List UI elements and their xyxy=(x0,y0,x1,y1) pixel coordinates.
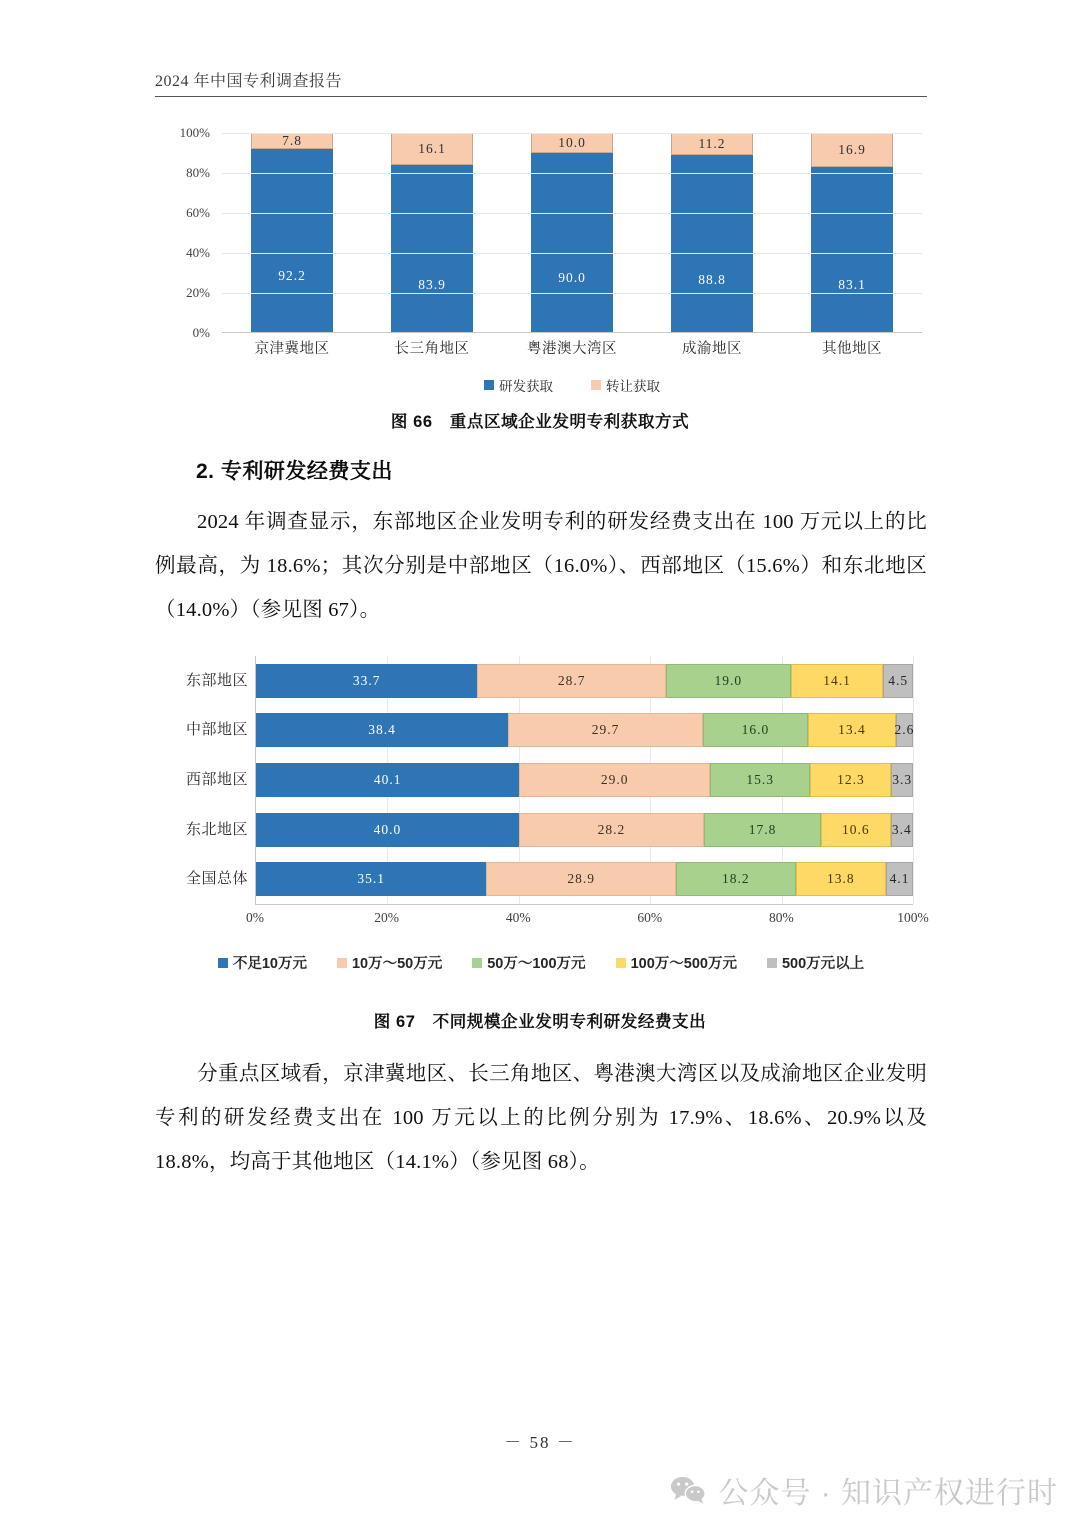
chart-66-x-label: 粤港澳大湾区 xyxy=(527,341,617,357)
legend-item[interactable] xyxy=(337,952,442,973)
chart-67-segment xyxy=(256,862,486,896)
chart-67-x-axis xyxy=(246,904,929,931)
legend-item[interactable] xyxy=(484,375,553,395)
chart-66-segment-transfer xyxy=(391,133,473,165)
chart-67-value-label: 18.2 xyxy=(721,871,750,887)
chart-66-value-label: 16.1 xyxy=(418,141,446,157)
chart-66-segment-rd xyxy=(391,165,473,332)
chart-67-value-label: 17.8 xyxy=(748,821,777,837)
chart-66-y-axis xyxy=(168,125,216,340)
chart-67-value-label: 10.6 xyxy=(842,821,870,837)
chart-66-y-tick: 40% xyxy=(186,245,210,260)
chart-66-segment-transfer xyxy=(671,133,753,155)
chart-67-value-label: 4.5 xyxy=(888,672,909,688)
chart-67-segment xyxy=(810,763,891,797)
legend-label: 研发获取 xyxy=(499,379,553,394)
chart-66-value-label: 90.0 xyxy=(558,270,586,286)
figure-67-caption: 图 67 不同规模企业发明专利研发经费支出 xyxy=(373,1013,707,1031)
chart-67-segment xyxy=(891,813,913,847)
legend-label: 10万～50万元 xyxy=(351,956,443,972)
chart-67-bar-row[interactable] xyxy=(185,763,913,797)
chart-67-segment xyxy=(256,813,519,847)
chart-67 xyxy=(155,648,929,925)
chart-67-value-label: 40.1 xyxy=(373,772,402,787)
chart-67-segment xyxy=(519,763,710,797)
chart-67-x-tick: 80% xyxy=(769,910,794,925)
legend-item[interactable] xyxy=(591,375,660,395)
chart-67-row-label: 东北地区 xyxy=(185,821,248,838)
chart-67-segment xyxy=(519,813,704,847)
legend-item[interactable] xyxy=(616,952,737,973)
chart-67-x-tick: 40% xyxy=(505,910,531,925)
paragraph-1 xyxy=(155,500,927,632)
chart-67-value-label: 28.7 xyxy=(557,672,586,688)
chart-67-x-tick: 100% xyxy=(897,910,929,925)
wechat-icon xyxy=(670,1475,706,1505)
chart-66-bar[interactable] xyxy=(531,133,613,332)
chart-66-gridline xyxy=(222,253,922,254)
chart-66-gridline xyxy=(222,293,922,294)
chart-67-bar-row[interactable] xyxy=(185,713,915,747)
chart-66-segment-transfer xyxy=(251,133,333,149)
chart-67-segment xyxy=(791,664,884,698)
watermark-text: 公众号 · 知识产权进行时 xyxy=(718,1477,1058,1510)
chart-66-bar[interactable] xyxy=(391,133,473,332)
chart-67-value-label: 4.1 xyxy=(889,871,910,887)
legend-swatch-icon xyxy=(767,958,777,968)
figure-66-caption: 图 66 重点区域企业发明专利获取方式 xyxy=(390,413,690,431)
chart-66-bars xyxy=(222,133,922,332)
chart-67-value-label: 38.4 xyxy=(368,722,396,738)
chart-67-value-label: 13.8 xyxy=(827,871,855,887)
chart-66-value-label: 7.8 xyxy=(282,132,302,148)
chart-67-value-label: 33.7 xyxy=(352,672,381,688)
page-header xyxy=(155,68,927,97)
chart-66-x-label: 长三角地区 xyxy=(394,341,470,357)
chart-67-segment xyxy=(477,664,666,698)
chart-66-value-label: 92.2 xyxy=(278,268,306,284)
chart-66-value-label: 10.0 xyxy=(558,134,586,150)
chart-66-segment-transfer xyxy=(811,133,893,167)
chart-67-gridline xyxy=(913,656,914,904)
chart-66-segment-rd xyxy=(671,155,753,332)
chart-67-value-label: 14.1 xyxy=(823,672,851,688)
legend-item[interactable] xyxy=(218,952,307,973)
chart-67-legend xyxy=(155,952,927,973)
paragraph-2-text: 分重点区域看，京津冀地区、长三角地区、粤港澳大湾区以及成渝地区企业发明专利的研发经费支出在 100 万元以上的比例分别为 17.9%、18.6%、20.9%以及 18.8%，均高于其他地区（14.1%）（参见图 68）。 xyxy=(155,1063,927,1173)
figure-67 xyxy=(155,648,927,998)
legend-swatch-icon xyxy=(591,380,601,390)
chart-67-x-tick: 20% xyxy=(374,910,399,925)
chart-67-value-label: 15.3 xyxy=(746,772,775,787)
chart-66-x-label: 成渝地区 xyxy=(682,341,742,357)
chart-67-segment xyxy=(891,763,913,797)
chart-67-segment xyxy=(256,713,508,747)
legend-swatch-icon xyxy=(616,958,626,968)
chart-67-segment xyxy=(710,763,811,797)
paragraph-1-text: 2024 年调查显示，东部地区企业发明专利的研发经费支出在 100 万元以上的比例最高，为 18.6%；其次分别是中部地区（16.0%）、西部地区（15.6%）和东北地区（14.0%）（参见图 67）。 xyxy=(155,511,927,621)
chart-67-value-label: 29.0 xyxy=(600,772,629,787)
chart-66-segment-rd xyxy=(251,149,333,332)
legend-label: 100万～500万元 xyxy=(630,956,737,972)
chart-66-bar[interactable] xyxy=(811,133,893,332)
chart-67-row-label: 中部地区 xyxy=(185,722,248,739)
legend-label: 转让获取 xyxy=(606,379,660,394)
legend-item[interactable] xyxy=(767,952,864,973)
chart-67-value-label: 28.2 xyxy=(597,821,626,837)
legend-label: 50万～100万元 xyxy=(487,956,586,972)
legend-swatch-icon xyxy=(337,958,347,968)
legend-swatch-icon xyxy=(472,958,482,968)
chart-67-segment xyxy=(486,862,676,896)
chart-67-segment xyxy=(256,664,477,698)
chart-67-value-label: 19.0 xyxy=(714,672,743,688)
chart-67-segment xyxy=(666,664,791,698)
chart-67-segment xyxy=(808,713,896,747)
chart-66-y-tick: 20% xyxy=(186,285,210,300)
chart-67-segment xyxy=(896,713,913,747)
watermark xyxy=(670,1468,1058,1512)
chart-66-y-tick: 100% xyxy=(179,125,210,140)
chart-67-value-label: 16.0 xyxy=(741,722,770,738)
header-title: 2024 年中国专利调查报告 xyxy=(155,73,343,90)
chart-67-segment xyxy=(886,862,913,896)
chart-66-y-tick: 60% xyxy=(186,205,210,220)
chart-66-value-label: 88.8 xyxy=(698,271,726,287)
section-heading: 2. 专利研发经费支出 xyxy=(196,460,393,483)
chart-66-gridline xyxy=(222,213,922,214)
chart-67-value-label: 13.4 xyxy=(838,722,866,738)
chart-66-plot-area xyxy=(222,133,922,333)
chart-67-row-label: 全国总体 xyxy=(185,871,248,888)
chart-67-x-tick: 0% xyxy=(246,910,264,925)
chart-66 xyxy=(168,125,928,357)
chart-67-bar-row[interactable] xyxy=(185,664,913,698)
chart-67-bar-row[interactable] xyxy=(185,813,913,847)
legend-label: 500万元以上 xyxy=(781,956,865,972)
chart-67-value-label: 40.0 xyxy=(373,821,402,837)
chart-67-segment xyxy=(704,813,821,847)
chart-67-row-label: 西部地区 xyxy=(185,772,248,788)
chart-67-segment xyxy=(883,664,913,698)
chart-67-value-label: 35.1 xyxy=(357,871,385,887)
chart-67-bar-row[interactable] xyxy=(185,862,913,896)
chart-67-value-label: 3.3 xyxy=(892,772,913,787)
chart-67-value-label: 29.7 xyxy=(591,722,620,738)
chart-66-gridline xyxy=(222,133,922,134)
chart-67-segment xyxy=(821,813,891,847)
chart-66-segment-rd xyxy=(811,167,893,332)
chart-67-value-label: 28.9 xyxy=(567,871,596,887)
legend-swatch-icon xyxy=(484,380,494,390)
chart-66-segment-transfer xyxy=(531,133,613,153)
chart-66-x-label: 京津冀地区 xyxy=(254,341,330,357)
chart-67-plot-area xyxy=(185,656,915,904)
chart-66-value-label: 83.9 xyxy=(418,276,446,292)
chart-67-segment xyxy=(676,862,795,896)
chart-67-row-label: 东部地区 xyxy=(185,672,248,689)
chart-67-segment xyxy=(508,713,703,747)
figure-66 xyxy=(168,125,928,398)
chart-67-segment xyxy=(256,763,519,797)
chart-66-y-tick: 0% xyxy=(192,325,210,340)
chart-66-bar[interactable] xyxy=(251,133,333,332)
chart-66-legend xyxy=(222,375,922,395)
chart-67-segment xyxy=(796,862,887,896)
chart-66-bar[interactable] xyxy=(671,133,753,332)
chart-67-value-label: 3.4 xyxy=(891,821,912,837)
page-number: － 58 － xyxy=(504,1433,576,1452)
chart-66-gridline xyxy=(222,173,922,174)
chart-67-value-label: 12.3 xyxy=(837,772,865,787)
chart-66-value-label: 83.1 xyxy=(838,277,866,293)
legend-swatch-icon xyxy=(218,958,228,968)
chart-67-x-tick: 60% xyxy=(637,910,663,925)
legend-item[interactable] xyxy=(472,952,585,973)
chart-67-value-label: 2.6 xyxy=(894,722,915,738)
chart-66-x-label: 其他地区 xyxy=(822,341,882,357)
chart-66-value-label: 11.2 xyxy=(698,136,726,152)
chart-66-x-labels xyxy=(222,337,922,358)
chart-67-segment xyxy=(703,713,808,747)
chart-66-segment-rd xyxy=(531,153,613,332)
chart-66-y-tick: 80% xyxy=(186,165,210,180)
header-divider xyxy=(155,96,927,97)
legend-label: 不足10万元 xyxy=(232,956,307,972)
paragraph-2 xyxy=(155,1052,927,1184)
chart-66-value-label: 16.9 xyxy=(838,141,866,157)
